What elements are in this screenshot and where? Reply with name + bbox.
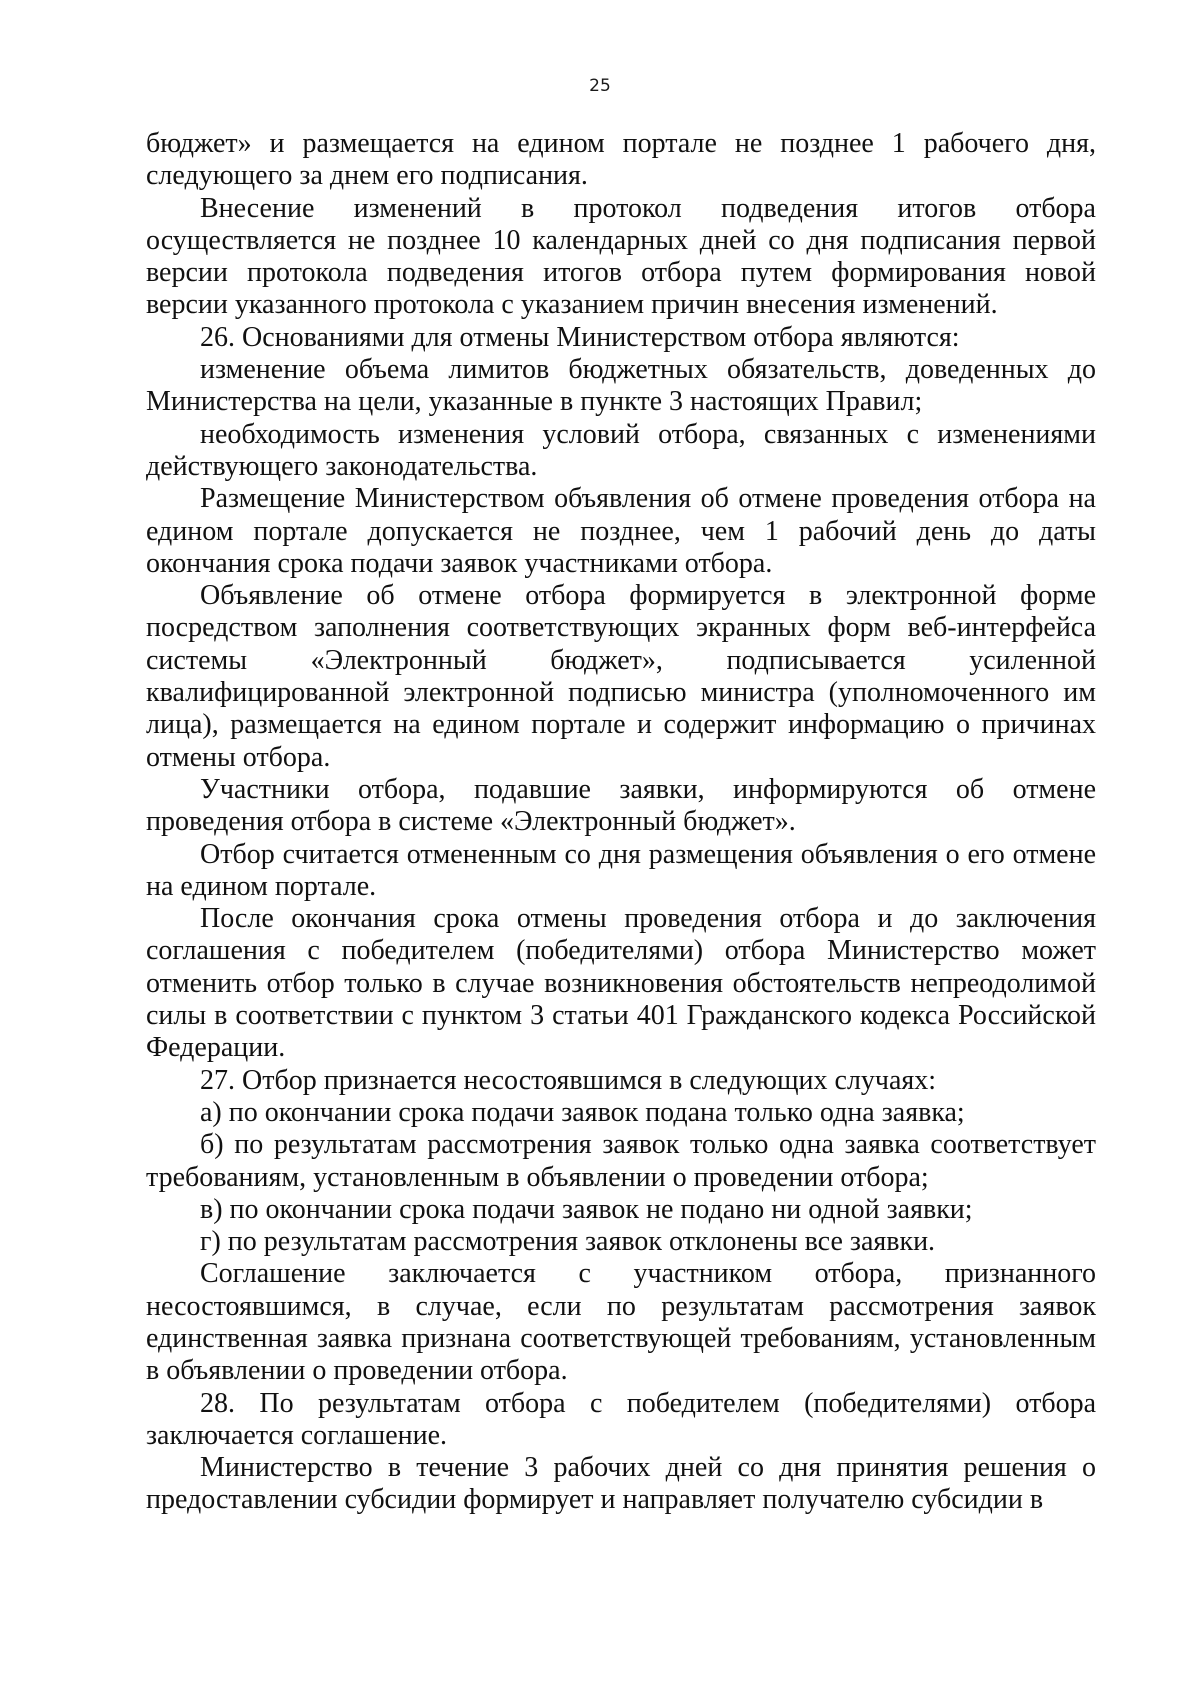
paragraph-continuation: бюджет» и размещается на едином портале не позднее 1 рабочего дня, следующего за днем его подписания. — [146, 128, 1096, 192]
clause-27-heading: 27. Отбор признается несостоявшимся в следующих случаях: — [200, 1064, 937, 1096]
paragraph: Министерство в течение 3 рабочих дней со дня принятия решения о предоставлении субсидии формирует и направляет получателю субсидии в — [146, 1452, 1096, 1516]
list-item-a: а) по окончании срока подачи заявок подана только одна заявка; — [200, 1096, 965, 1128]
paragraph: После окончания срока отмены проведения отбора и до заключения соглашения с победителем (победителями) отбора Министерство может отменить отбор только в случае возникновения обстоятельств непреодолимой силы в соответствии с пунктом 3 статьи 401 Гражданского кодекса Российской Федерации. — [146, 903, 1096, 1064]
paragraph: Внесение изменений в протокол подведения итогов отбора осуществляется не позднее 10 календарных дней со дня подписания первой версии протокола подведения итогов отбора путем формирования новой версии указанного протокола с указанием причин внесения изменений. — [146, 192, 1096, 321]
paragraph: Соглашение заключается с участником отбора, признанного несостоявшимся, в случае, если по результатам рассмотрения заявок единственная заявка признана соответствующей требованиям, установленным в объявлении о проведении отбора. — [146, 1258, 1096, 1387]
paragraph: Участники отбора, подавшие заявки, информируются об отмене проведения отбора в системе «Электронный бюджет». — [146, 773, 1096, 838]
list-item-g: г) по результатам рассмотрения заявок отклонены все заявки. — [200, 1226, 936, 1258]
paragraph: Объявление об отмене отбора формируется в электронной форме посредством заполнения соответствующих экранных форм веб-интерфейса системы «Электронный бюджет», подписывается усиленной квалифицированной электронной подписью министра (уполномоченного им лица), размещается на едином портале и содержит информацию о причинах отмены отбора. — [146, 580, 1096, 773]
list-item-b: б) по результатам рассмотрения заявок только одна заявка соответствует требованиям, установленным в объявлении о проведении отбора; — [146, 1129, 1096, 1193]
paragraph: изменение объема лимитов бюджетных обязательств, доведенных до Министерства на цели, указанные в пункте 3 настоящих Правил; — [146, 354, 1096, 418]
paragraph: Отбор считается отмененным со дня размещения объявления о его отмене на едином портале. — [146, 838, 1096, 902]
document-body — [146, 128, 1096, 1517]
paragraph: Размещение Министерством объявления об отмене проведения отбора на едином портале допускается не позднее, чем 1 рабочий день до даты окончания срока подачи заявок участниками отбора. — [146, 483, 1096, 579]
paragraph: необходимость изменения условий отбора, связанных с изменениями действующего законодательства. — [146, 418, 1096, 482]
page-number: 25 — [589, 76, 611, 96]
clause-28-heading: 28. По результатам отбора с победителем (победителями) отбора заключается соглашение. — [146, 1387, 1096, 1451]
clause-26-heading: 26. Основаниями для отмены Министерством отбора являются: — [200, 321, 960, 353]
list-item-v: в) по окончании срока подачи заявок не подано ни одной заявки; — [200, 1193, 973, 1225]
